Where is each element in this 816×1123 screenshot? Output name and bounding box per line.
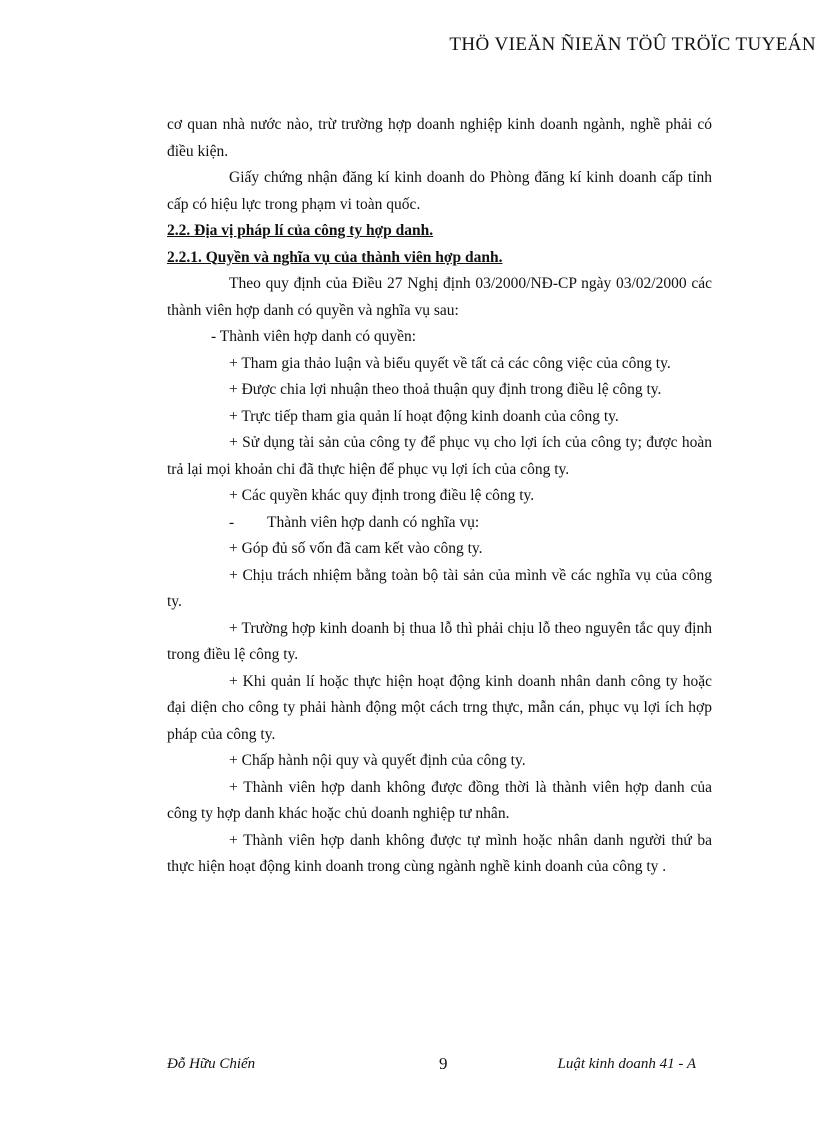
obligations-title: Thành viên hợp danh có nghĩa vụ: <box>267 513 480 531</box>
footer-course: Luật kinh doanh 41 - A <box>557 1056 696 1072</box>
list-item: + Chịu trách nhiệm bằng toàn bộ tài sản của mình về các nghĩa vụ của công ty. <box>167 566 712 610</box>
paragraph: Theo quy định của Điều 27 Nghị định 03/2000/NĐ-CP ngày 03/02/2000 các thành viên hợp danh có quyền và nghĩa vụ sau: <box>167 275 712 319</box>
page-header <box>449 34 816 56</box>
list-item: + Chấp hành nội quy và quyết định của công ty. <box>229 752 526 769</box>
page-number: 9 <box>439 1054 448 1073</box>
list-item: + Thành viên hợp danh không được tự mình hoặc nhân danh người thứ ba thực hiện hoạt động kinh doanh trong cùng ngành nghề kinh doanh của công ty . <box>167 831 712 875</box>
list-item: + Trực tiếp tham gia quản lí hoạt động kinh doanh của công ty. <box>229 407 619 425</box>
section-heading: 2.2. Địa vị pháp lí của công ty hợp danh. <box>167 222 434 239</box>
footer-author: Đỗ Hữu Chiến <box>167 1056 256 1072</box>
list-item: + Được chia lợi nhuận theo thoả thuận quy định trong điều lệ công ty. <box>229 381 662 398</box>
rights-title: - Thành viên hợp danh có quyền: <box>211 328 417 345</box>
list-item: + Các quyền khác quy định trong điều lệ công ty. <box>229 487 535 504</box>
paragraph: cơ quan nhà nước nào, trừ trường hợp doanh nghiệp kinh doanh ngành, nghề phải có điều kiện. <box>167 116 712 160</box>
list-item: + Tham gia thảo luận và biểu quyết về tất cả các công việc của công ty. <box>229 354 671 372</box>
header-title: THÖ VIEÄN ÑIEÄN TÖÛ TRÖÏC TUYEÁN <box>449 34 816 55</box>
list-item: + Khi quản lí hoặc thực hiện hoạt động kinh doanh nhân danh công ty hoặc đại diện cho công ty phải hành động một cách trng thực, mẫn cán, phục vụ lợi ích hợp pháp của công ty. <box>167 672 712 743</box>
list-item: + Trường hợp kinh doanh bị thua lỗ thì phải chịu lỗ theo nguyên tắc quy định trong điều lệ công ty. <box>167 619 712 663</box>
list-item: + Sử dụng tài sản của công ty để phục vụ cho lợi ích của công ty; được hoàn trả lại mọi khoản chi đã thực hiện để phục vụ lợi ích của công ty. <box>167 434 712 478</box>
obligations-title-row <box>167 510 712 537</box>
dash-marker: - <box>229 513 235 531</box>
paragraph: Giấy chứng nhận đăng kí kinh doanh do Phòng đăng kí kinh doanh cấp tỉnh cấp có hiệu lực trong phạm vi toàn quốc. <box>167 169 712 213</box>
subsection-heading: 2.2.1. Quyền và nghĩa vụ của thành viên hợp danh. <box>167 248 503 266</box>
list-item: + Thành viên hợp danh không được đồng thời là thành viên hợp danh của công ty hợp danh khác hoặc chủ doanh nghiệp tư nhân. <box>167 778 712 822</box>
list-item: + Góp đủ số vốn đã cam kết vào công ty. <box>229 540 483 557</box>
document-body <box>167 112 712 881</box>
